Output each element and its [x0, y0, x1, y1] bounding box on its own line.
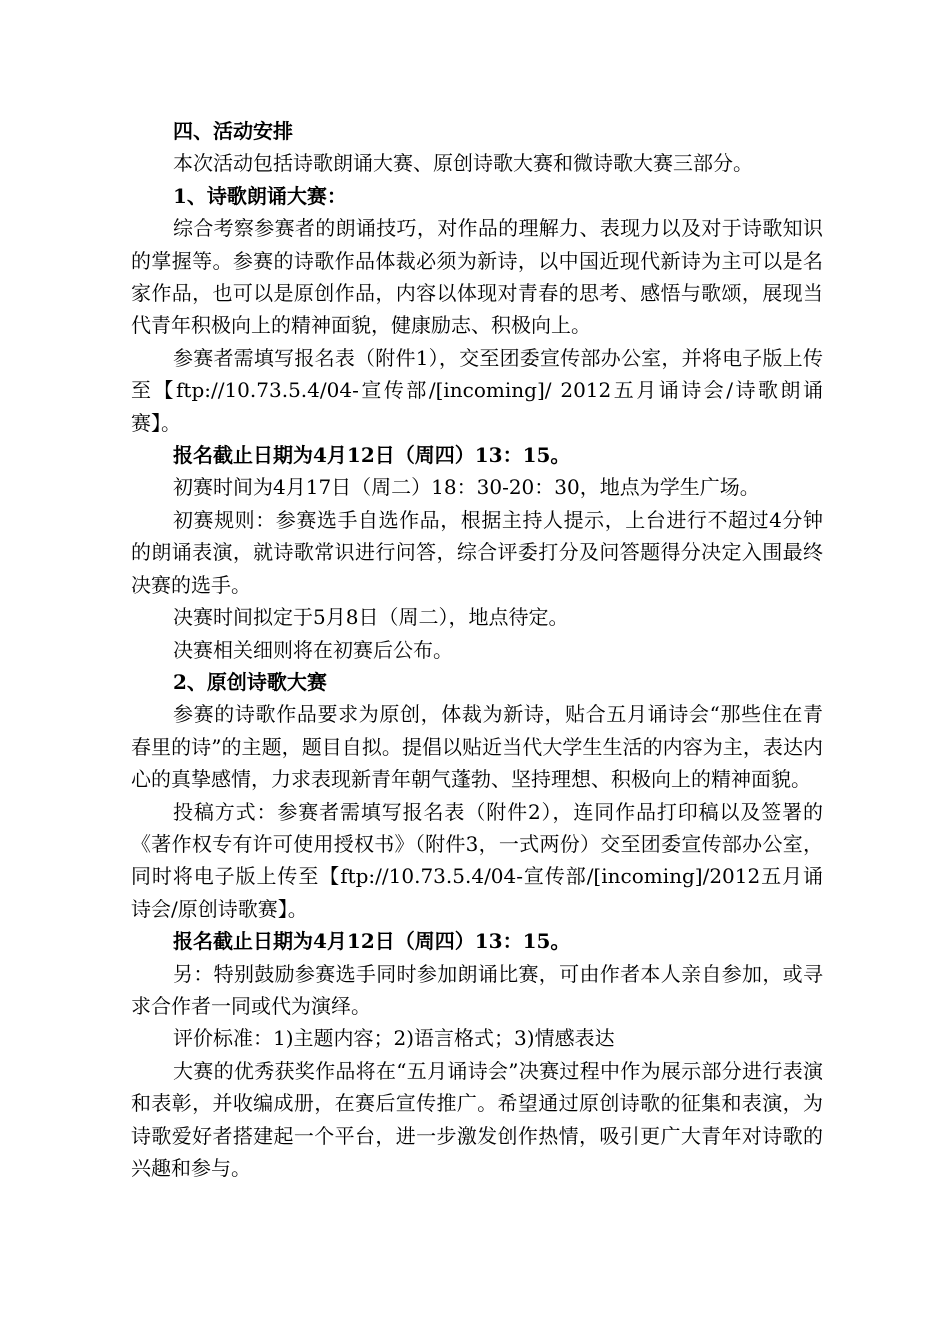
subheading-original-poetry-contest: 2、原创诗歌大赛: [173, 669, 327, 694]
paragraph-original-requirements: 参赛的诗歌作品要求为原创，体裁为新诗，贴合五月诵诗会“那些住在青春里的诗”的主题，题目自拟。提倡以贴近当代大学生生活的内容为主，表达内心的真挚感情，力求表现新青年朝气蓬勃、坚持理想、积极向上的精神面貌。: [131, 702, 823, 792]
paragraph-preliminary-rules: 初赛规则：参赛选手自选作品，根据主持人提示，上台进行不超过4分钟的朗诵表演，就诗歌常识进行问答，综合评委打分及问答题得分决定入围最终决赛的选手。: [131, 507, 823, 597]
subheading-poetry-recitation-contest: 1、诗歌朗诵大赛：: [173, 183, 347, 208]
section-heading-activity-arrangement: 四、活动安排: [173, 119, 293, 143]
paragraph-final-rules-notice: 决赛相关细则将在初赛后公布。: [173, 637, 453, 662]
paragraph-activity-overview: 本次活动包括诗歌朗诵大赛、原创诗歌大赛和微诗歌大赛三部分。: [173, 151, 753, 176]
paragraph-submission-method: 投稿方式：参赛者需填写报名表（附件2），连同作品打印稿以及签署的《著作权专有许可使用授权书》（附件3，一式两份）交至团委宣传部办公室，同时将电子版上传至【ftp://10.73.5.4/04-宣传部/[incoming]/2012五月诵诗会/原创诗歌赛】。: [131, 799, 823, 921]
paragraph-recitation-registration: 参赛者需填写报名表（附件1），交至团委宣传部办公室，并将电子版上传至【ftp://10.73.5.4/04-宣传部/[incoming]/ 2012五月诵诗会/诗歌朗诵赛】。: [131, 345, 823, 435]
paragraph-awards-promotion: 大赛的优秀获奖作品将在“五月诵诗会”决赛过程中作为展示部分进行表演和表彰，并收编成册，在赛后宣传推广。希望通过原创诗歌的征集和表演，为诗歌爱好者搭建起一个平台，进一步激发创作热情，吸引更广大青年对诗歌的兴趣和参与。: [131, 1058, 823, 1180]
paragraph-encouragement-note: 另：特别鼓励参赛选手同时参加朗诵比赛，可由作者本人亲自参加，或寻求合作者一同或代为演绎。: [131, 961, 823, 1018]
paragraph-evaluation-criteria: 评价标准：1)主题内容；2)语言格式；3)情感表达: [173, 1026, 615, 1051]
paragraph-preliminary-time: 初赛时间为4月17日（周二）18：30-20：30，地点为学生广场。: [173, 475, 760, 500]
paragraph-final-time: 决赛时间拟定于5月8日（周二），地点待定。: [173, 605, 569, 630]
recitation-deadline: 报名截止日期为4月12日（周四）13：15。: [173, 443, 571, 468]
paragraph-recitation-description: 综合考察参赛者的朗诵技巧，对作品的理解力、表现力以及对于诗歌知识的掌握等。参赛的诗歌作品体裁必须为新诗，以中国近现代新诗为主可以是名家作品，也可以是原创作品，内容以体现对青春的思考、感悟与歌颂，展现当代青年积极向上的精神面貌，健康励志、积极向上。: [131, 216, 823, 338]
original-deadline: 报名截止日期为4月12日（周四）13：15。: [173, 929, 571, 954]
document-body: [131, 115, 823, 1184]
